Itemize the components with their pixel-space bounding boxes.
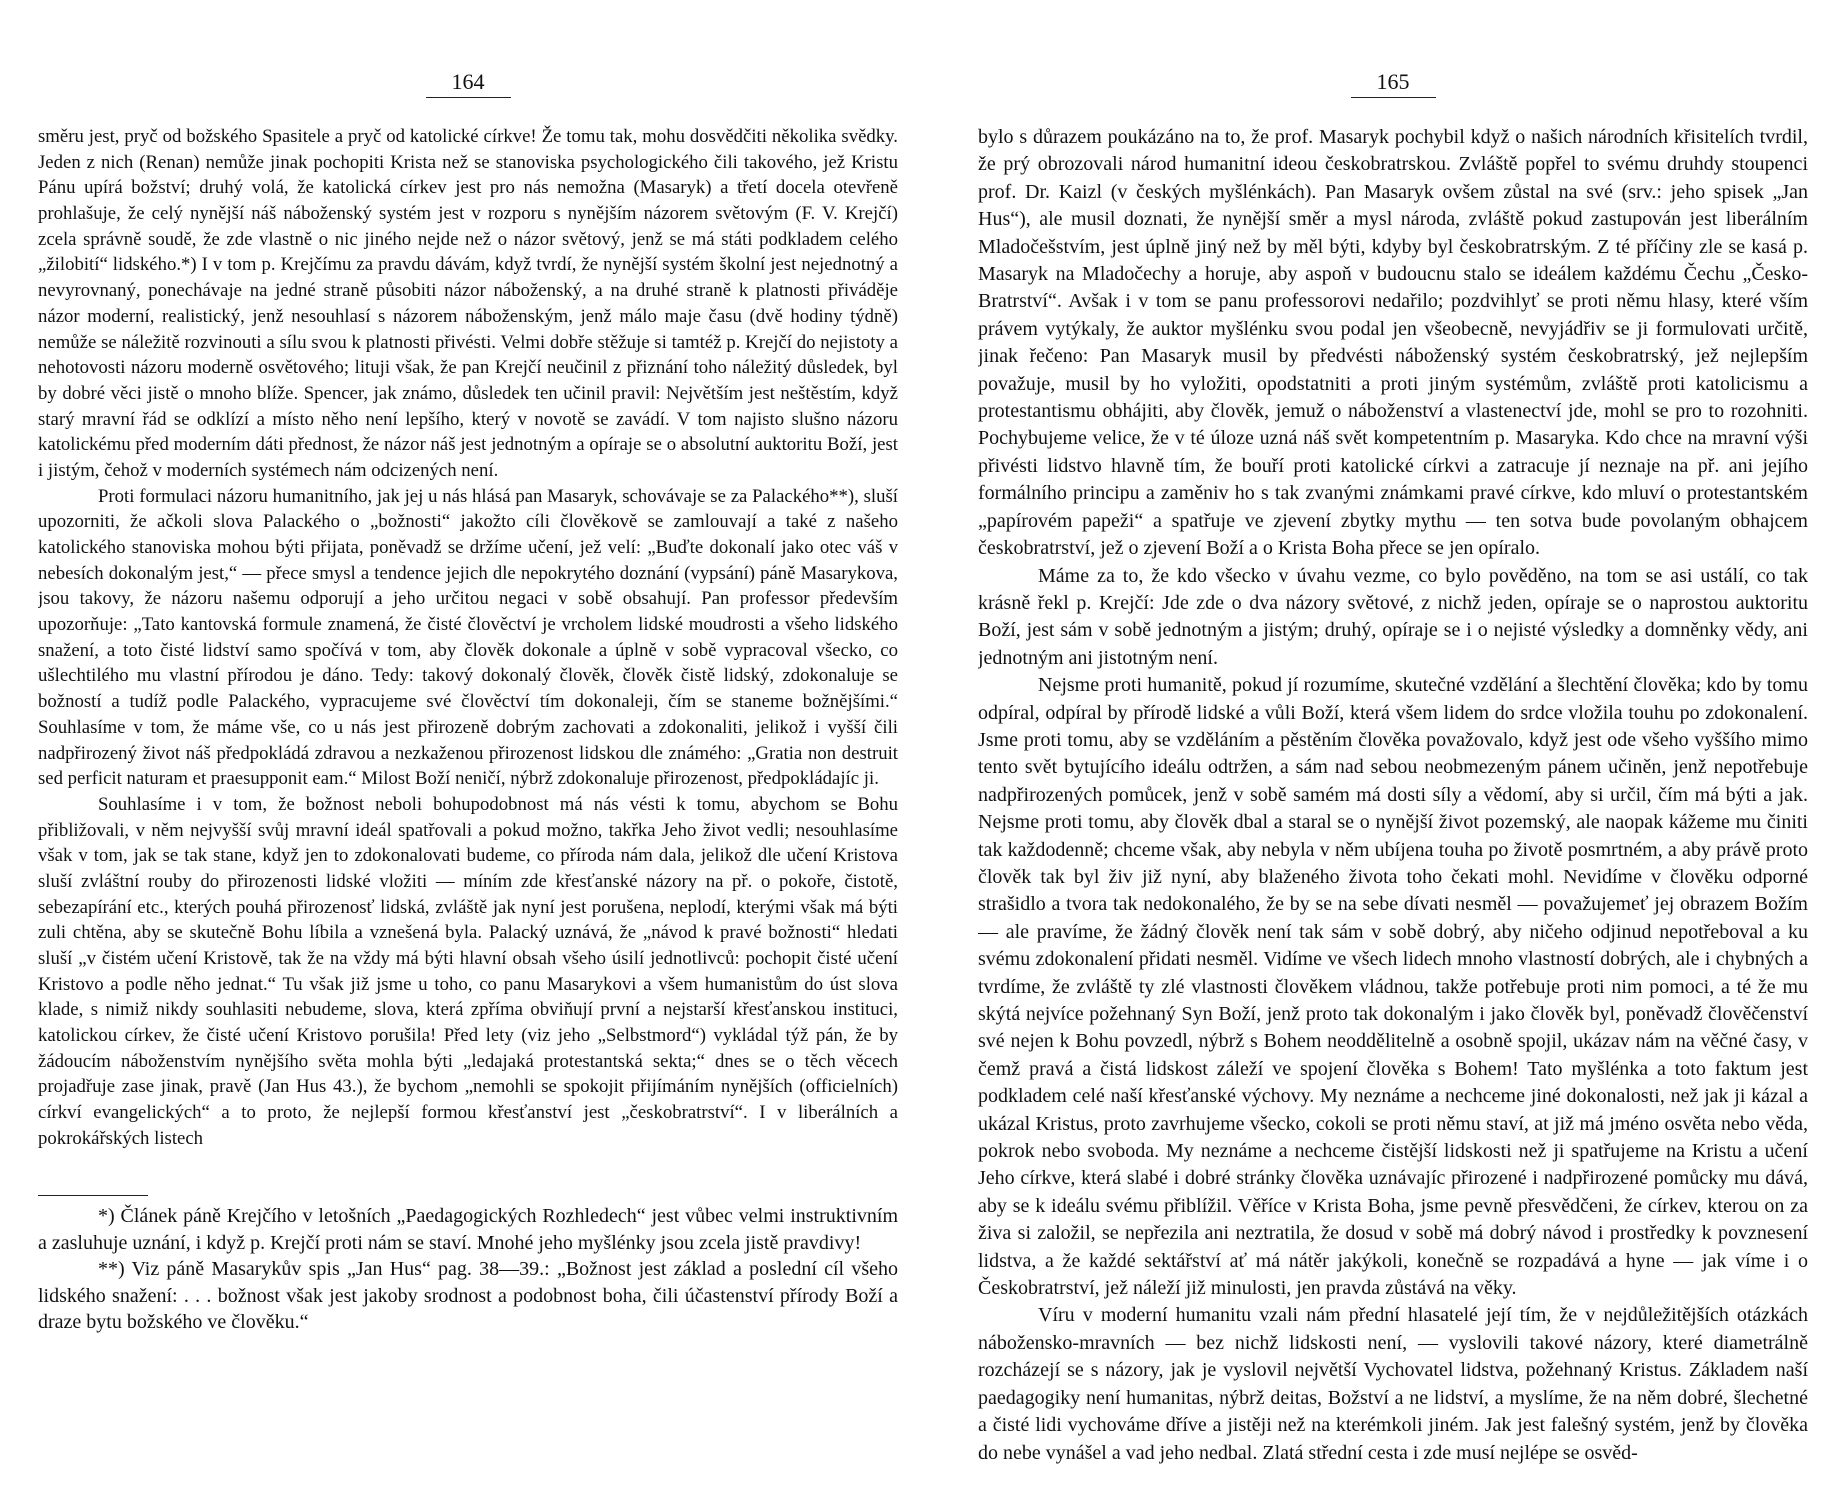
footnotes: [38, 1203, 898, 1336]
page-number: 164: [38, 70, 898, 98]
paragraph: bylo s důrazem poukázáno na to, že prof. Masaryk pochybil když o našich národních křisitelích tvrdil, že prý obrozovali národ humanitní ideou českobratrskou. Zvláště popřel to svému druhdy stoupenci prof. Dr. Kaizl (v českých myšlénkách). Pan Masaryk ovšem zůstal na své (srv.: jeho spisek „Jan Hus“), ale musil doznati, že nynější směr a mysl národa, zvláště pokud zastupován jest liberálním Mladočešstvím, jest úplně jiný než by měl býti, kdyby byl českobratrským. Z té příčiny zle se kasá p. Masaryk na Mladočechy a horuje, aby aspoň v budoucnu stalo se ideálem každému Čechu „Česko-Bratrství“. Avšak i v tom se panu professorovi nedařilo; pozdvihlyť se proti němu hlasy, které vším právem vytýkaly, že auktor myšlénku svou podal jen všeobecně, nevyjádřiv se ji formulovati určitě, jinak řečeno: Pan Masaryk musil by předvésti náboženský systém českobratrský, jež nejlepším považuje, musil by ho vyložiti, opodstatniti a proti jiným systémům, zvláště proti katolicismu a protestantismu obhájiti, aby člověk, jemuž o náboženství a vlastenectví jde, mohl se pro to rozohniti. Pochybujeme velice, že v té úloze uzná náš svět kompetentním p. Masaryka. Kdo chce na mravní výši přivésti lidstvo hlavně tím, že bouří proti katolické církvi a zatracuje jí neznaje na př. ani jejího formálního principu a zaměniv ho s tak zvanými známkami pravé církve, kdo mluví o protestantském „papírovém papeži“ a spatřuje ve zjevení zbytky mythu — ten sotva bude povolaným obhajcem českobratrství, jež o zjevení Boží a o Krista Boha přece se jen opíralo.: [978, 126, 1808, 560]
left-page: [38, 0, 898, 1500]
page-number: 165: [978, 70, 1808, 98]
paragraph: Souhlasíme i v tom, že božnost neboli bohupodobnost má nás vésti k tomu, abychom se Bohu přibližovali, v něm nejvyšší svůj mravní ideál spatřovali a pokud možno, takřka Jeho život vedli; nesouhlasíme však v tom, jak se tak stane, když jen to zdokonalovati budeme, co příroda nám dala, jelikož dle učení Kristova sluší zvláštní rouby do přirozenosti lidské vložiti — míním zde křesťanské názory na př. o pokoře, čistotě, sebezapírání etc., kterých pouhá přirozenosť lidská, zvláště jak nyní jest porušena, neplodí, kterými však má býti zuli chtěna, aby se skutečně Bohu líbila a vznešená byla. Palacký uznává, že „návod k pravé božnosti“ hledati sluší „v čistém učení Kristově, tak že na vždy má býti hlavní obsah všeho úsilí jednotlivců: pochopit čisté učení Kristovo a podle něho jednat.“ Tu však již jsme u toho, co panu Masarykovi a všem humanistům do úst slova klade, s nimiž nikdy souhlasiti nebudeme, slova, která zpříma obviňují první a nejstarší křesťanskou instituci, katolickou církev, že čisté učení Kristovo porušila! Před lety (viz jeho „Selbstmord“) vykládal týž pán, že by žádoucím náboženstvím nynějšího světa mohla býti „ledajaká protestantská sekta;“ dnes se o těch věcech projadřuje zase jinak, pravě (Jan Hus 43.), že bychom „nemohli se spokojit přijímáním nynějších (officielních) církví evangelických“ a to proto, že nejlepší formou křesťanství jest „českobratrství“. I v liberálních a pokrokářských listech: [38, 793, 898, 1149]
paragraph: Proti formulaci názoru humanitního, jak jej u nás hlásá pan Masaryk, schovávaje se za Palackého**), sluší upozorniti, že ačkoli slova Palackého o „božnosti“ jakožto cíli člověkově se zamlouvají a také z našeho katolického stanoviska mohou býti přijata, poněvadž se držíme učení, jež velí: „Buďte dokonalí jako otec váš v nebesích dokonalým jest,“ — přece smysl a tendence jejich dle nepokrytého doznání (vypsání) páně Masarykova, jsou takovy, že názoru našemu odporují a jeho určitou negaci v sobě obsahují. Pan professor především upozorňuje: „Tato kantovská formule znamená, že čisté člověctví je vrcholem lidské moudrosti a všeho lidského snažení, a toto čisté lidství samo spočívá v tom, aby člověk dokonale a úplně v sobě vypracoval všecko, co ušlechtilého mu vlastní přírodou je dáno. Tedy: takový dokonalý člověk, člověk čistě lidský, zdokonaluje se božností a tudíž podle Palackého, vypracujeme své člověctví tím dokonaleji, čím se staneme božnějšími.“ Souhlasíme v tom, že máme vše, co u nás jest přirozeně dobrým zachovati a zdokonaliti, jelikož i vyšší čili nadpřirozený život náš předpokládá zdravou a nezkaženou přirozenost lidskou dle známého: „Gratia non destruit sed perficit naturam et praesupponit eam.“ Milost Boží neničí, nýbrž zdokonaluje přirozenost, předpokládajíc ji.: [38, 485, 898, 790]
body-text: [38, 124, 898, 1152]
body-text: [978, 124, 1808, 1467]
paragraph: Víru v moderní humanitu vzali nám přední hlasatelé její tím, že v nejdůležitějších otázkách nábožensko-mravních — bez nichž lidskosti není, — vyslovili takové názory, které diametrálně rozcházejí se s názory, jak je vyslovil největší Vychovatel lidstva, požehnaný Kristus. Základem naší paedagogiky není humanitas, nýbrž deitas, Božství a ne lidství, a myslíme, že na něm dobré, šlechetné a čisté lidi vychováme dříve a jistěji než na kterémkoli jiném. Jak jest falešný systém, jenž by člověka do nebe vynášel a vad jeho nedbal. Zlatá střední cesta i zde musí nejlépe se osvěd-: [978, 1304, 1808, 1464]
paragraph: směru jest, pryč od božského Spasitele a pryč od katolické církve! Že tomu tak, mohu dosvědčiti několika svědky. Jeden z nich (Renan) nemůže jinak pochopiti Krista než se stanoviska psychologického čili takového, jež Kristu Pánu upírá božství; druhý volá, že katolická církev jest pro nás nemožna (Masaryk) a třetí docela otevřeně prohlašuje, že celý nynější náš náboženský systém jest v rozporu s nynějším názorem světovým (F. V. Krejčí) zcela správně soudě, že zde vlastně o nic jiného nejde než o názor světový, jenž se má státi podkladem celého „žilobití“ lidského.*) I v tom p. Krejčímu za pravdu dávám, když tvrdí, že nynější systém školní jest nejednotný a nevyrovnaný, ponechávaje na jedné straně působiti názor náboženský, a na druhé straně k platnosti přiváděje názor moderní, realistický, jenž nesouhlasí s názorem náboženským, jenž málo maje času (dvě hodiny týdně) nemůže se náležitě rozvinouti a sílu svou k platnosti přivésti. Velmi dobře stěžuje si tamtéž p. Krejčí do nejistoty a nehotovosti názoru moderně osvětového; lituji však, že pan Krejčí neučinil z přiznání toho náležitý důsledek, byl by dobré věci jistě o mnoho blíže. Spencer, jak známo, důsledek ten učinil pravil: Největším jest neštěstím, když starý mravní řád se odklízí a místo něho není lepšího, který v novotě se zavádí. V tom najisto slušno názoru katolickému před moderním dáti přednost, že názor náš jest jednotným a opíraje se o absolutní auktoritu Boží, jest i jistým, čehož v moderních systémech nám odcizených není.: [38, 126, 898, 481]
paragraph: Máme za to, že kdo všecko v úvahu vezme, co bylo pověděno, na tom se asi ustálí, co tak krásně řekl p. Krejčí: Jde zde o dva názory světové, z nichž jeden, opíraje se o naprostou auktoritu Boží, jest sám v sobě jednotným a jistým; druhý, opíraje se i o nejisté výsledky a domněnky vědy, ani jednotným ani jistotným není.: [978, 564, 1808, 669]
right-page: [978, 0, 1808, 1500]
footnote: **) Viz páně Masarykův spis „Jan Hus“ pag. 38—39.: „Božnost jest základ a poslední cíl všeho lidského snažení: . . . božnost však jest jakoby srodnost a podobnost boha, čili účastenství přírody Boží a draze bytu božského ve člověku.“: [38, 1258, 898, 1333]
footnote-divider: [38, 1195, 148, 1196]
footnote: *) Článek páně Krejčího v letošních „Paedagogických Rozhledech“ jest vůbec velmi instruktivním a zasluhuje uznání, i když p. Krejčí proti nám se staví. Mnohé jeho myšlénky jsou zcela jistě pravdivy!: [38, 1205, 898, 1254]
paragraph: Nejsme proti humanitě, pokud jí rozumíme, skutečné vzdělání a šlechtění člověka; kdo by tomu odpíral, odpíral by přírodě lidské a vůli Boží, která všem lidem do srdce vložila touhu po zdokonalení. Jsme proti tomu, aby se vzděláním a pěstěním člověka považovalo, když jest ode všeho vyššího mimo tento svět bytujícího ideálu odtržen, a sám nad sebou neobmezeným pánem učiněn, jenž nepotřebuje nadpřirozených pomůcek, jenž v sobě samém má dosti síly a vědomí, aby si určil, čím má býti a jak. Nejsme proti tomu, aby člověk dbal a staral se o nynější život pozemský, ale naopak kážeme mu činiti tak každodenně; chceme však, aby nebyla v něm ubíjena touha po životě posmrtném, a aby právě proto člověk tak byl živ již nyní, aby blaženého života toho čekati mohl. Nevidíme v člověku odporné strašidlo a tvora tak nedokonalého, že by se na sebe dívati nesměl — považujemeť jej obrazem Božím — ale pravíme, že žádný člověk není tak sám v sobě dobrý, aby ničeho odjinud nepotřeboval a ku svému zdokonalení přidati nesměl. Vidíme ve všech lidech mnoho vlastností dobrých, ale i chybných a tvrdíme, že zvláště ty zlé vlastnosti člověkem vládnou, takže potřebuje proti nim pomoci, a té že mu skýtá nejvíce požehnaný Syn Boží, jenž proto tak dokonalým i jako člověk byl, poněvadž člověčenství své nejen k Bohu povzedl, nýbrž s Bohem neoddělitelně a osobně spojil, ukázav nám na věčné časy, v čemž pravá a čistá lidskost záleží ve spojení člověka s Bohem! Tato myšlénka a toto faktum jest podkladem celé naší křesťanské výchovy. My neznáme a nechceme jiné dokonalosti, než jak ji kázal a ukázal Kristus, proto zavrhujeme všecko, cokoli se proti němu staví, at již má jméno osvěta nebo věda, pokrok nebo svoboda. My neznáme a nechceme čistější lidskosti než ji spatřujeme na Kristu a učení Jeho církve, která slabé i dobré stránky člověka uznávajíc přirozené i nadpřirozené pomůcky mu dává, aby se k ideálu svému přiblížil. Věříce v Krista Boha, jsme pevně přesvědčeni, že církev, kterou on za živa si založil, se nepřezila ani neztratila, že dosud v sobě má dobrý návod i prostředky k povznesení lidstva, a že každé sektářství ať má nátěr jakýkoli, konečně se rozpadává a hyne — jak víme i o Českobratrství, jež náleží již minulosti, jen pravda zůstává na věky.: [978, 674, 1808, 1300]
